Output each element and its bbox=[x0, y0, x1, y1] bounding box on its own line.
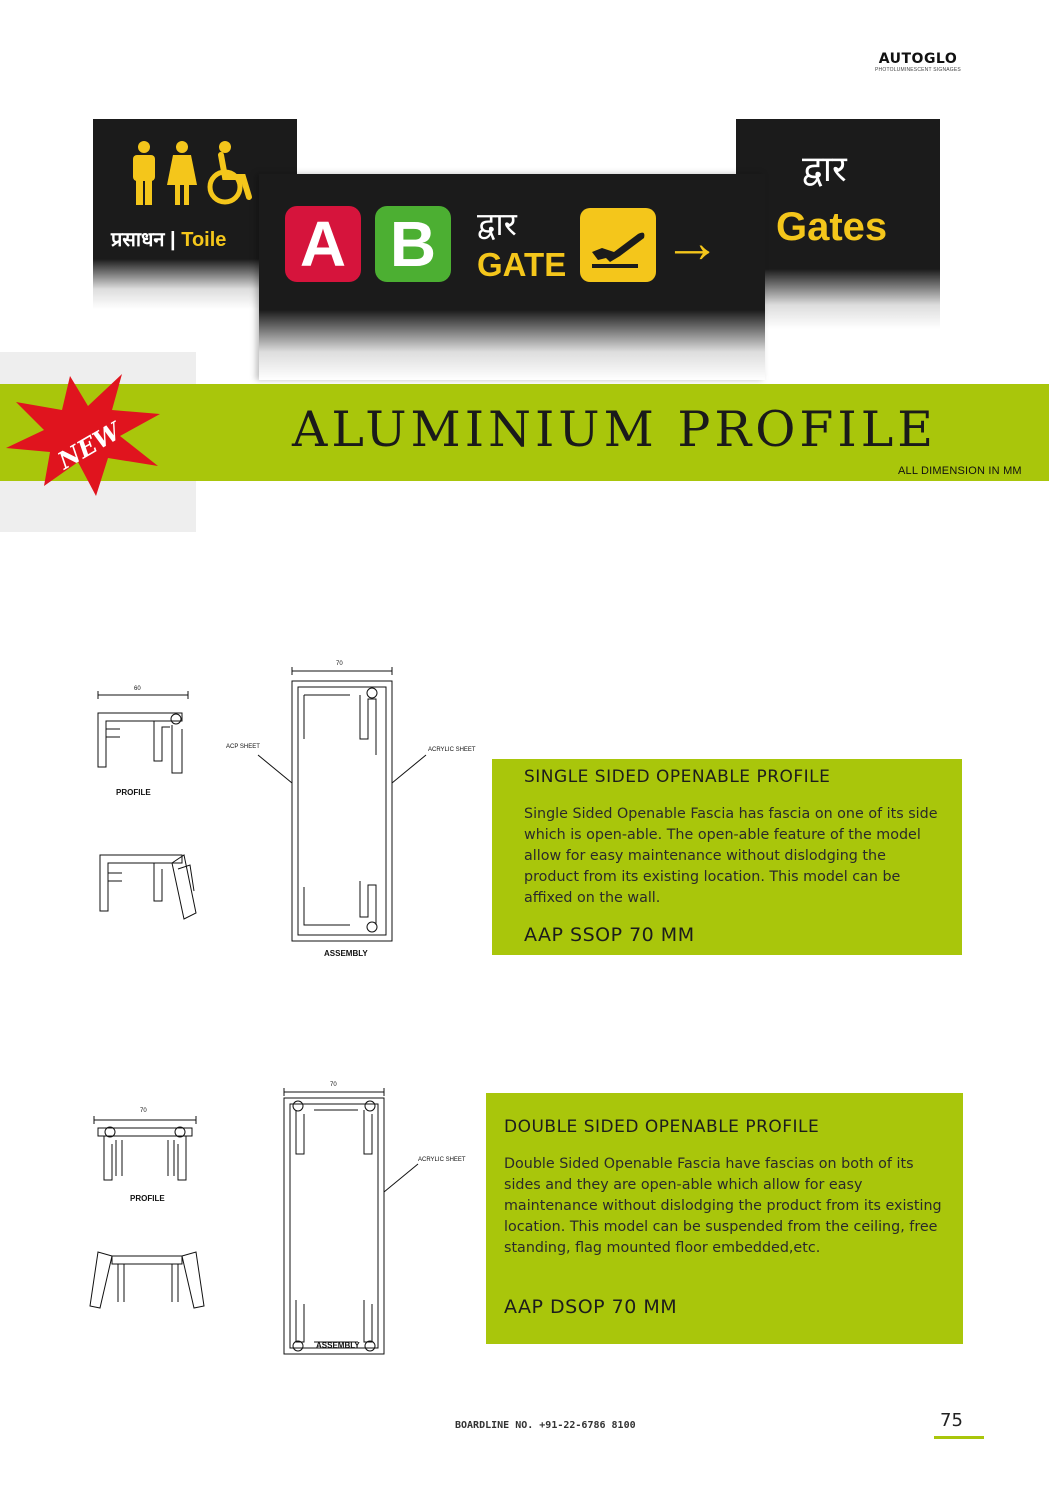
brand-tagline: PHOTOLUMINESCENT SIGNAGES bbox=[875, 67, 961, 73]
double-acrylic-label: ACRYLIC SHEET bbox=[418, 1157, 466, 1163]
single-acp-label: ACP SHEET bbox=[226, 744, 260, 750]
page-title: ALUMINIUM PROFILE bbox=[292, 401, 938, 458]
brand-name: AUTOGLO bbox=[878, 51, 958, 67]
page-number-rule bbox=[934, 1436, 984, 1439]
double-sided-card bbox=[486, 1093, 963, 1344]
gates-sign bbox=[736, 119, 940, 329]
single-assembly-dimension: 70 bbox=[336, 661, 343, 667]
new-badge bbox=[0, 370, 170, 500]
woman-icon bbox=[165, 141, 199, 205]
page-number: 75 bbox=[940, 1410, 963, 1431]
double-sided-title: DOUBLE SIDED OPENABLE PROFILE bbox=[504, 1117, 820, 1137]
toilet-hindi-text: प्रसाधन bbox=[111, 229, 165, 251]
gates-english-text: Gates bbox=[776, 205, 888, 249]
gates-hindi-text: द्वार bbox=[802, 149, 847, 190]
gate-letter-b bbox=[375, 206, 451, 282]
toilet-separator: | bbox=[170, 229, 176, 251]
double-sided-drawings bbox=[88, 1080, 498, 1370]
single-sided-code: AAP SSOP 70 MM bbox=[524, 924, 695, 946]
toilet-english-text: Toile bbox=[181, 229, 227, 251]
double-assembly-label: ASSEMBLY bbox=[316, 1341, 360, 1350]
single-sided-title: SINGLE SIDED OPENABLE PROFILE bbox=[524, 767, 831, 787]
single-sided-description: Single Sided Openable Fascia has fascia on one of its side which is open-able. The open-able feature of the model allow for easy maintenance without dislodging the product from its existing location. This model can be affixed on the wall. bbox=[524, 806, 938, 906]
gate-english-text: GATE bbox=[477, 246, 567, 283]
single-sided-card bbox=[492, 759, 962, 955]
double-sided-description: Double Sided Openable Fascia have fascias on both of its sides and they are open-able which allow for easy maintenance without dislodging the product from its existing location. This model can be suspended from the ceiling, free standing, flag mounted floor embedded,etc. bbox=[504, 1156, 942, 1256]
single-sided-drawings bbox=[90, 655, 500, 965]
arrow-right-icon: → bbox=[663, 210, 721, 275]
single-acrylic-label: ACRYLIC SHEET bbox=[428, 747, 476, 753]
double-sided-code: AAP DSOP 70 MM bbox=[504, 1296, 678, 1318]
single-profile-dimension: 60 bbox=[134, 686, 141, 692]
gate-letter-b-text: B bbox=[389, 208, 437, 280]
gate-letter-a-text: A bbox=[299, 208, 347, 280]
double-assembly-dimension: 70 bbox=[330, 1082, 337, 1088]
brand-logo bbox=[868, 52, 968, 74]
airplane-departure-icon bbox=[580, 208, 656, 282]
single-profile-label: PROFILE bbox=[116, 788, 151, 797]
gate-hindi-text: द्वार bbox=[477, 205, 517, 243]
footer-phone: BOARDLINE NO. +91-22-6786 8100 bbox=[455, 1420, 636, 1431]
gate-sign bbox=[259, 174, 765, 380]
double-profile-label: PROFILE bbox=[130, 1194, 165, 1203]
new-badge-text: NEW bbox=[52, 416, 126, 476]
single-assembly-label: ASSEMBLY bbox=[324, 949, 368, 958]
gate-letter-a bbox=[285, 206, 361, 282]
double-profile-dimension: 70 bbox=[140, 1108, 147, 1114]
dimension-note: ALL DIMENSION IN MM bbox=[898, 465, 1022, 477]
wheelchair-icon bbox=[203, 141, 259, 205]
man-icon bbox=[127, 141, 161, 205]
